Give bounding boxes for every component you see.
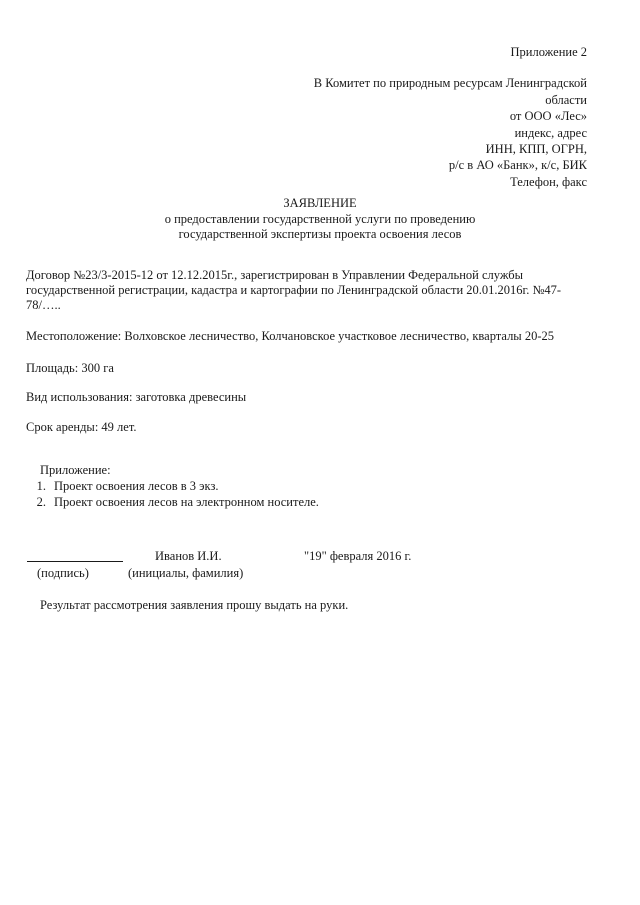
- addressee-line: Телефон, факс: [510, 174, 587, 189]
- usage-paragraph: Вид использования: заготовка древесины: [26, 390, 247, 404]
- signature-blank: [27, 552, 123, 562]
- footer-note: Результат рассмотрения заявления прошу выдать на руки.: [40, 598, 349, 612]
- addressee-line: ИНН, КПП, ОГРН,: [485, 142, 587, 157]
- attachments-list: [22, 478, 319, 510]
- area-paragraph: Площадь: 300 га: [26, 361, 114, 375]
- attachment-number: 2.: [36, 495, 46, 509]
- signature-line: [27, 551, 123, 566]
- addressee-line: от ООО «Лес»: [509, 109, 587, 124]
- contract-paragraph: Договор №23/3-2015-12 от 12.12.2015г., зарегистрирован в Управлении Федеральной службы государственной регистрации, кадастра и картографии по Ленинградской области 20.01.2016г. №47-78/…..: [26, 268, 562, 312]
- signature-caption: (подпись): [37, 566, 89, 580]
- attachment-text: Проект освоения лесов в 3 экз.: [54, 479, 219, 493]
- attachment-text: Проект освоения лесов на электронном носителе.: [54, 495, 319, 509]
- addressee-line: р/с в АО «Банк», к/с, БИК: [448, 158, 587, 173]
- attachment-item: [22, 494, 319, 510]
- name-caption: (инициалы, фамилия): [128, 566, 244, 580]
- lease-term-paragraph: Срок аренды: 49 лет.: [26, 420, 137, 434]
- document-title: [0, 196, 640, 243]
- addressee-block: [314, 44, 587, 190]
- attachment-item: [22, 478, 319, 494]
- title-subtitle-line: о предоставлении государственной услуги по проведению: [164, 211, 476, 226]
- addressee-line: индекс, адрес: [514, 125, 587, 140]
- title-heading: ЗАЯВЛЕНИЕ: [283, 196, 357, 210]
- attachment-number: 1.: [36, 479, 46, 493]
- addressee-line: области: [545, 92, 587, 107]
- addressee-line: В Комитет по природным ресурсам Ленинградской: [313, 76, 587, 91]
- signer-name: Иванов И.И.: [155, 549, 222, 563]
- title-subtitle-line: государственной экспертизы проекта освоения лесов: [178, 227, 462, 241]
- location-paragraph: Местоположение: Волховское лесничество, Колчановское участковое лесничество, кварталы 20-25: [26, 329, 554, 343]
- signature-date: "19" февраля 2016 г.: [304, 549, 412, 563]
- appendix-label: Приложение 2: [510, 45, 587, 59]
- attachments-label: Приложение:: [40, 463, 111, 477]
